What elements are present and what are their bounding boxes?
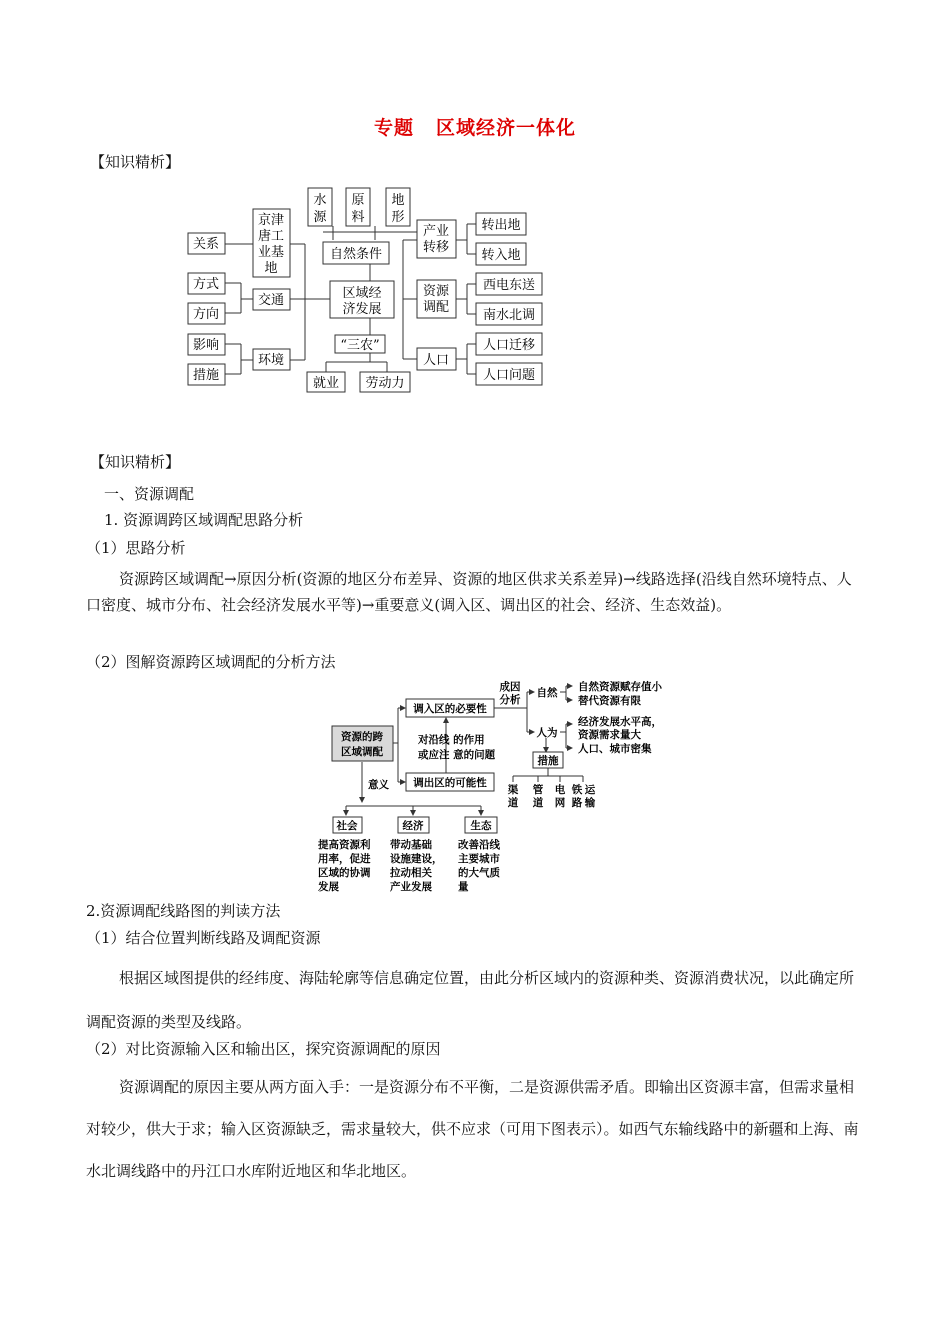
- svg-text:影响: 影响: [192, 338, 220, 353]
- svg-text:带动基础: 带动基础: [390, 839, 432, 851]
- migration-box: [476, 333, 542, 355]
- svg-text:源: 源: [313, 210, 327, 225]
- environment-box: [253, 349, 290, 370]
- svg-text:地: 地: [264, 261, 278, 276]
- svg-text:运: 运: [584, 784, 596, 796]
- svg-text:交通: 交通: [257, 293, 285, 308]
- svg-text:转移: 转移: [422, 240, 450, 255]
- svg-text:“三农”: “三农”: [340, 338, 380, 353]
- cause-label-1: 成因: [499, 681, 521, 693]
- svg-text:水: 水: [313, 193, 327, 208]
- svg-text:量: 量: [458, 881, 469, 893]
- svg-text:路: 路: [571, 797, 583, 809]
- svg-text:输: 输: [584, 797, 596, 809]
- relation-box: [188, 233, 225, 254]
- svg-text:调入区的必要性: 调入区的必要性: [413, 703, 487, 715]
- svg-text:转入地: 转入地: [481, 248, 521, 263]
- svg-text:铁: 铁: [571, 784, 583, 796]
- along-line-2: 或应注 意的问题: [418, 749, 496, 761]
- labor-box: [360, 372, 410, 392]
- svg-text:区域经: 区域经: [342, 286, 382, 301]
- svg-text:形: 形: [391, 210, 405, 225]
- paragraph-2-2: 资源调配的原因主要从两方面入手：一是资源分布不平衡，二是资源供需矛盾。即输出区资源丰富，但需求量相对较少，供大于求；输入区资源缺乏，需求量较大，供不应求（可用下图表示）。如西气东输线路中的新疆和上海、南水北调线路中的丹江口水库附近地区和华北地区。: [86, 1078, 859, 1180]
- svg-text:人口问题: 人口问题: [482, 368, 536, 383]
- traffic-mode-box: [188, 273, 225, 294]
- human-label: 人为: [536, 727, 558, 739]
- svg-text:调出区的可能性: 调出区的可能性: [413, 777, 487, 789]
- heading-2-1: （1）结合位置判断线路及调配资源: [86, 929, 321, 947]
- svg-text:用率，促进: 用率，促进: [318, 853, 371, 865]
- sannong-box: [335, 335, 385, 353]
- svg-text:道: 道: [507, 797, 519, 809]
- regional-development-box: [330, 281, 394, 318]
- employment-box: [307, 372, 345, 392]
- svg-text:南水北调: 南水北调: [482, 308, 536, 323]
- possibility-box: [406, 773, 494, 791]
- meaning-label: 意义: [368, 779, 389, 791]
- natural-item-material: [346, 188, 370, 226]
- main-box-cross-region: [332, 726, 393, 761]
- resource-allocation-box: [417, 280, 456, 318]
- svg-text:设施建设，: 设施建设，: [390, 853, 443, 865]
- svg-text:人口迁移: 人口迁移: [482, 338, 536, 353]
- svg-text:措施: 措施: [192, 368, 220, 383]
- svg-text:劳动力: 劳动力: [365, 376, 405, 391]
- section-heading-knowledge: 【知识精析】: [90, 153, 181, 171]
- paragraph-1-1: 资源跨区域调配→原因分析(资源的地区分布差异、资源的地区供求关系差异)→线路选择(沿线自然环境特点、人口密度、城市分布、社会经济发展水平等)→重要意义(调入区、调出区的社会、经济、生态效益)。: [86, 570, 852, 614]
- population-box: [417, 348, 456, 370]
- svg-text:自然条件: 自然条件: [329, 247, 383, 262]
- svg-text:经济: 经济: [402, 820, 424, 832]
- svg-text:济发展: 济发展: [342, 302, 382, 317]
- heading-1: 1. 资源调跨区域调配思路分析: [104, 511, 304, 529]
- heading-resource-allocation: 一、资源调配: [104, 485, 195, 503]
- svg-text:京津: 京津: [257, 213, 285, 228]
- svg-text:主要城市: 主要城市: [458, 853, 500, 865]
- svg-text:的大气质: 的大气质: [458, 867, 500, 879]
- svg-text:料: 料: [351, 210, 365, 225]
- cause-label-2: 分析: [499, 694, 521, 706]
- svg-text:原: 原: [351, 193, 365, 208]
- svg-text:转出地: 转出地: [481, 218, 521, 233]
- svg-text:地: 地: [391, 193, 405, 208]
- svg-text:社会: 社会: [336, 820, 358, 832]
- svg-text:措施: 措施: [537, 755, 559, 767]
- natural-item-terrain: [386, 188, 410, 226]
- natural-label: 自然: [536, 687, 558, 699]
- industrial-base-box: [253, 209, 290, 277]
- heading-1-2: （2）图解资源跨区域调配的分析方法: [86, 653, 336, 671]
- heading-2-2: （2）对比资源输入区和输出区，探究资源调配的原因: [86, 1040, 441, 1058]
- heading-1-1: （1）思路分析: [86, 539, 186, 557]
- traffic-direction-box: [188, 303, 225, 324]
- svg-text:业基: 业基: [257, 245, 285, 260]
- svg-text:关系: 关系: [192, 237, 220, 252]
- natural-detail-2: 替代资源有限: [578, 695, 641, 707]
- south-north-water-box: [476, 303, 542, 325]
- svg-text:电: 电: [554, 784, 566, 796]
- svg-text:网: 网: [554, 797, 566, 809]
- svg-text:发展: 发展: [318, 881, 339, 893]
- resource-allocation-diagram: [0, 670, 950, 900]
- svg-text:西电东送: 西电东送: [482, 278, 536, 293]
- svg-text:产业: 产业: [422, 224, 450, 239]
- svg-text:区域调配: 区域调配: [341, 746, 383, 758]
- population-problem-box: [476, 363, 542, 385]
- svg-text:渠: 渠: [507, 784, 519, 796]
- svg-text:方式: 方式: [192, 277, 220, 292]
- benefit-economic: [390, 817, 443, 893]
- svg-text:资源的跨: 资源的跨: [341, 731, 383, 743]
- economy-concept-diagram: [0, 0, 950, 420]
- title-part-1: 专题: [373, 117, 414, 139]
- along-line-1: 对沿线 的作用: [418, 734, 485, 746]
- svg-text:提高资源利: 提高资源利: [318, 839, 371, 851]
- svg-text:唐工: 唐工: [257, 229, 285, 244]
- svg-text:区域的协调: 区域的协调: [318, 867, 371, 879]
- human-detail-3: 人口、城市密集: [578, 743, 652, 755]
- section-heading-knowledge-2: 【知识精析】: [90, 453, 181, 471]
- svg-text:产业发展: 产业发展: [390, 881, 432, 893]
- natural-item-water: [308, 188, 332, 226]
- svg-text:拉动相关: 拉动相关: [390, 867, 432, 879]
- industry-transfer-box: [417, 220, 456, 258]
- west-east-power-box: [476, 273, 542, 295]
- svg-text:调配: 调配: [422, 300, 450, 315]
- benefit-social: [317, 817, 371, 893]
- paragraph-2-1: 根据区域图提供的经纬度、海陆轮廓等信息确定位置，由此分析区域内的资源种类、资源消费状况，以此确定所调配资源的类型及线路。: [86, 969, 855, 1031]
- svg-text:管: 管: [532, 784, 544, 796]
- svg-text:生态: 生态: [470, 820, 492, 832]
- svg-text:就业: 就业: [312, 376, 340, 391]
- measure-items: [508, 783, 596, 809]
- natural-conditions-box: [323, 242, 389, 264]
- measure-box: [188, 364, 225, 385]
- impact-box: [188, 334, 225, 355]
- human-detail-2: 资源需求量大: [578, 729, 641, 741]
- transfer-out-box: [476, 213, 526, 235]
- svg-text:环境: 环境: [257, 353, 285, 368]
- transfer-in-box: [476, 243, 526, 265]
- svg-text:人口: 人口: [422, 353, 450, 368]
- traffic-box: [253, 289, 290, 310]
- svg-text:资源: 资源: [422, 284, 450, 299]
- svg-text:道: 道: [532, 797, 544, 809]
- natural-detail-1: 自然资源赋存值小: [578, 681, 662, 693]
- heading-2: 2.资源调配线路图的判读方法: [86, 902, 281, 920]
- svg-text:方向: 方向: [192, 307, 220, 322]
- svg-text:改善沿线: 改善沿线: [458, 839, 500, 851]
- benefit-ecological: [458, 817, 500, 893]
- title-part-2: 区域经济一体化: [436, 117, 577, 139]
- measures-box: [533, 752, 563, 768]
- human-detail-1: 经济发展水平高，: [578, 716, 662, 728]
- need-box: [406, 699, 494, 717]
